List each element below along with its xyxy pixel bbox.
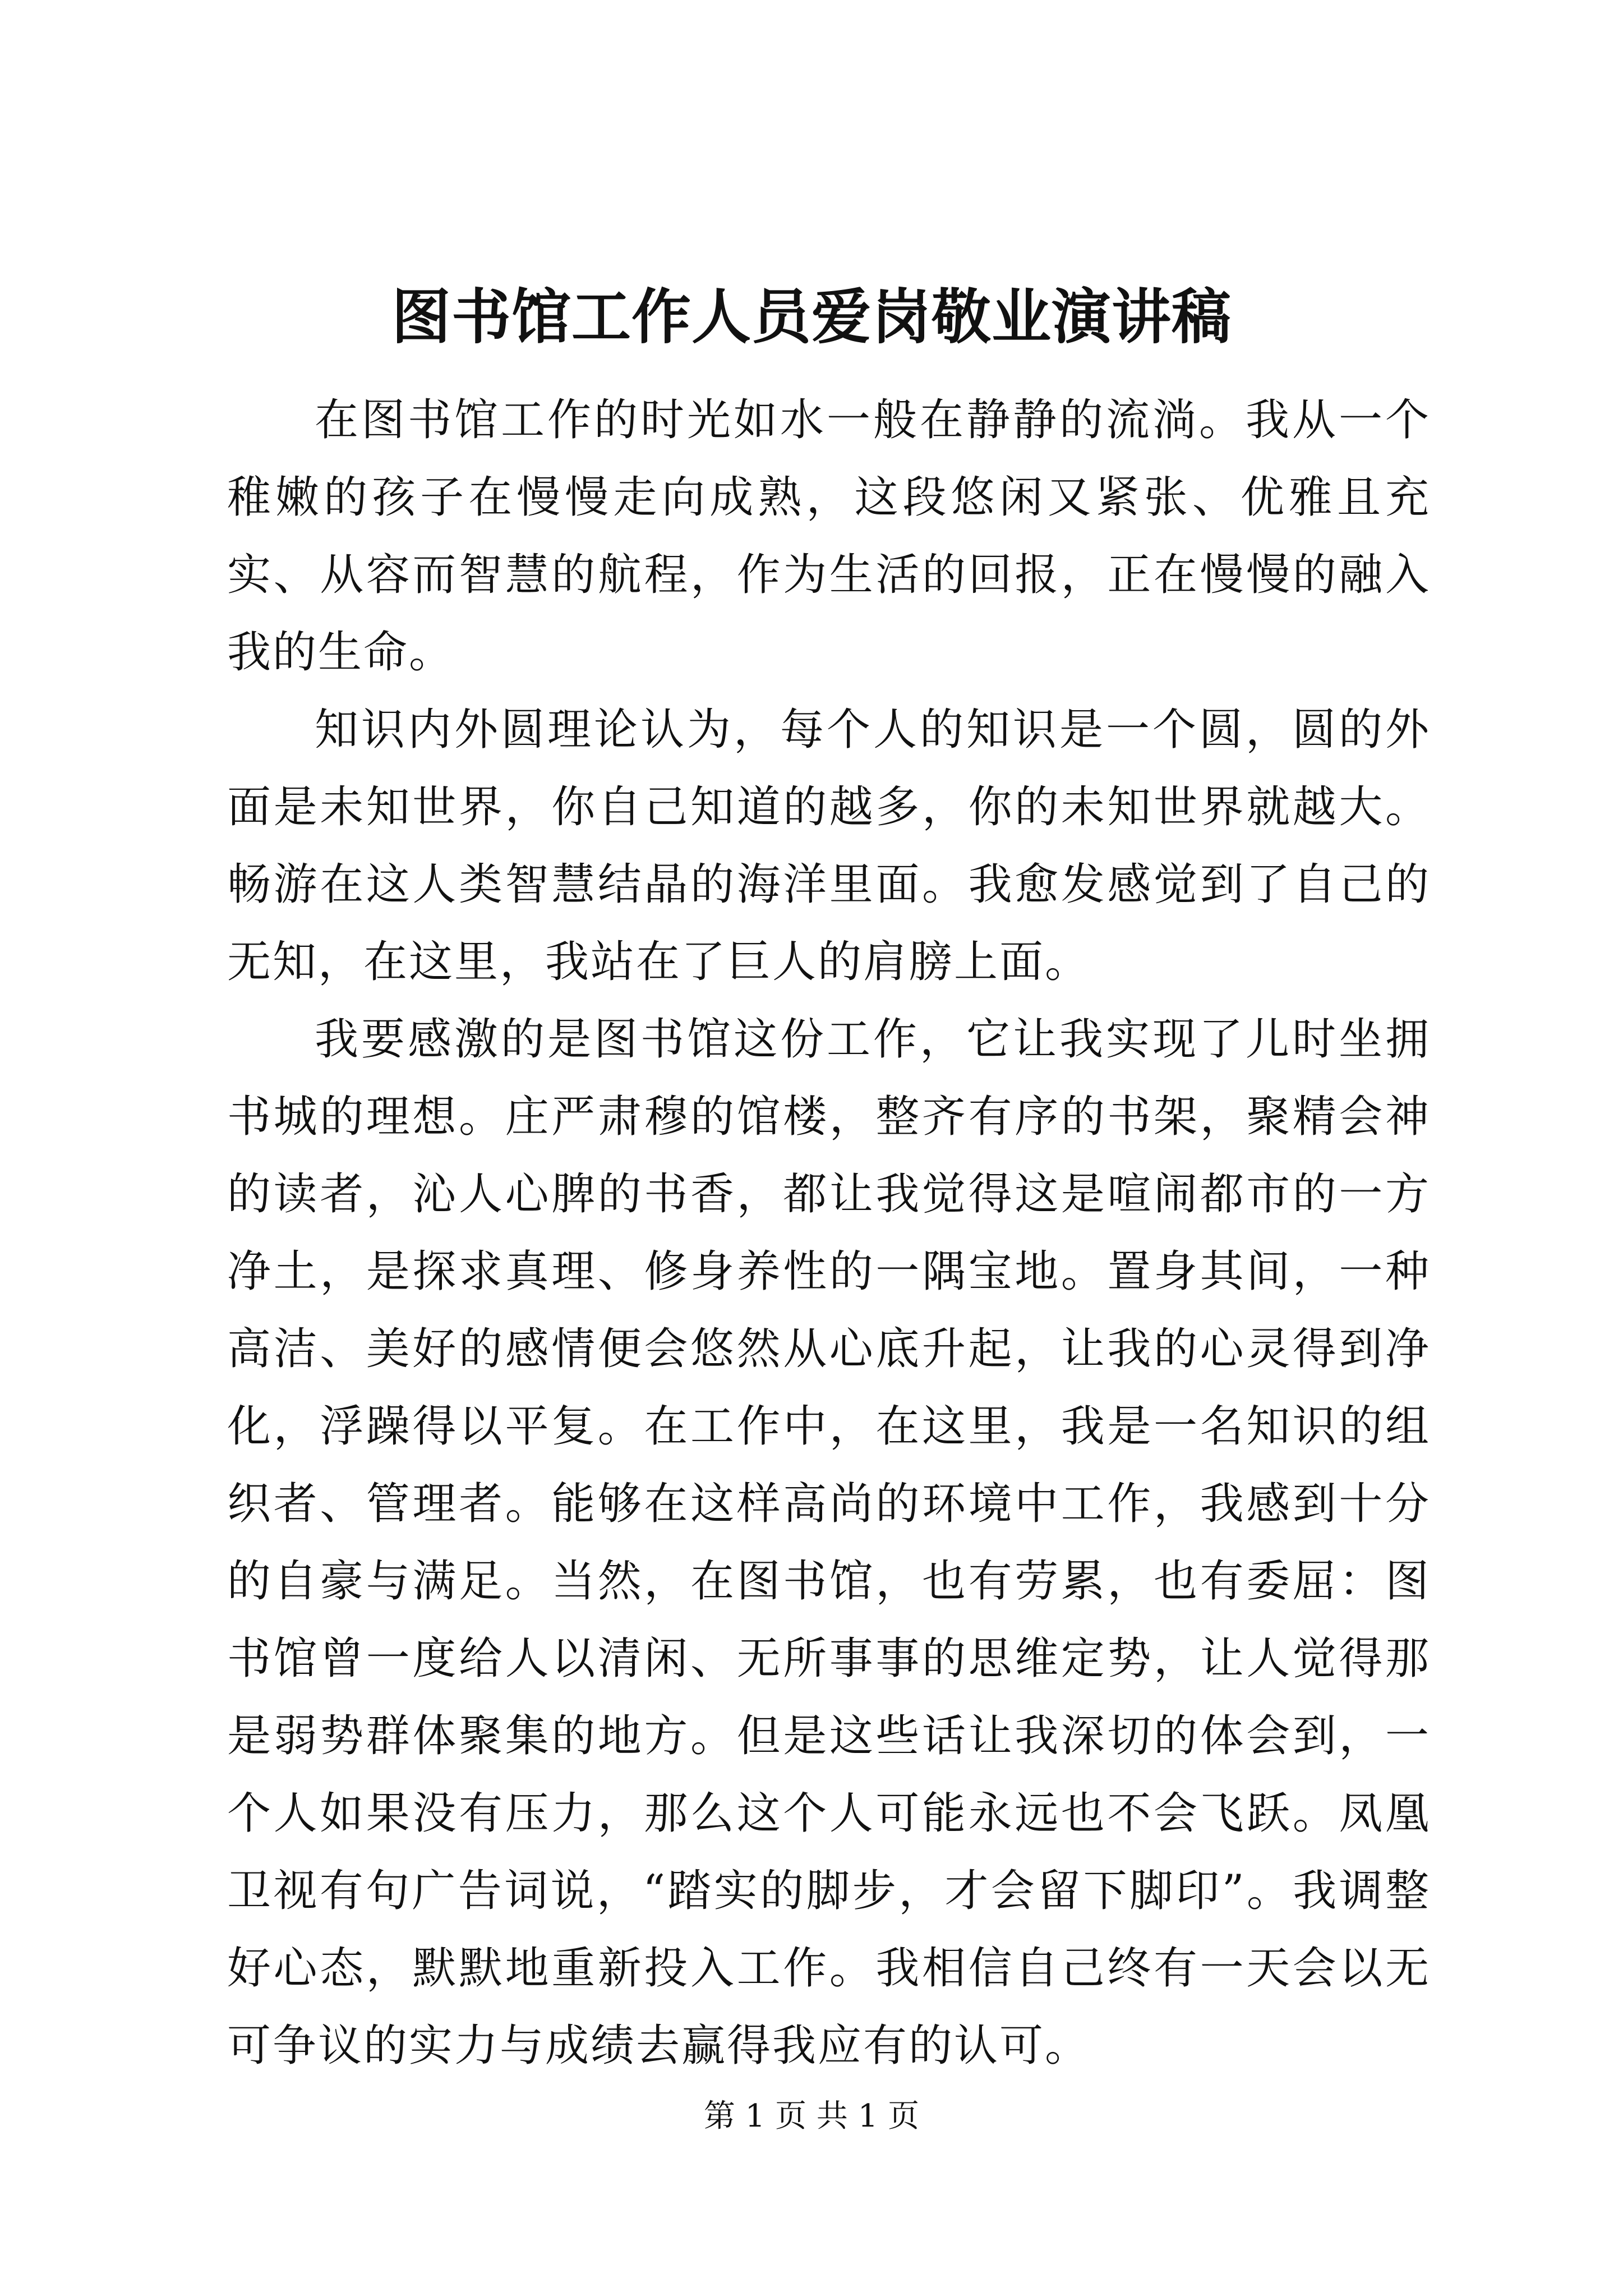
paragraph-1: 在图书馆工作的时光如水一般在静静的流淌。我从一个稚嫩的孩子在慢慢走向成熟，这段悠闲又紧张、优雅且充实、从容而智慧的航程，作为生活的回报，正在慢慢的融入我的生命。 <box>227 395 1431 678</box>
paragraph-3: 我要感激的是图书馆这份工作，它让我实现了儿时坐拥书城的理想。庄严肃穆的馆楼，整齐有序的书架，聚精会神的读者，沁人心脾的书香，都让我觉得这是喧闹都市的一方净土，是探求真理、修身养性的一隅宝地。置身其间，一种高洁、美好的感情便会悠然从心底升起，让我的心灵得到净化，浮躁得以平复。在工作中，在这里，我是一名知识的组织者、管理者。能够在这样高尚的环境中工作，我感到十分的自豪与满足。当然，在图书馆，也有劳累，也有委屈：图书馆曾一度给人以清闲、无所事事的思维定势，让人觉得那是弱势群体聚集的地方。但是这些话让我深切的体会到，一个人如果没有压力，那么这个人可能永远也不会飞跃。凤凰卫视有句广告词说，“踏实的脚步，才会留下脚印”。我调整好心态，默默地重新投入工作。我相信自己终有一天会以无可争议的实力与成绩去赢得我应有的认可。 <box>227 1014 1431 2071</box>
document-title: 图书馆工作人员爱岗敬业演讲稿 <box>391 282 1232 352</box>
document-body <box>227 381 1431 2085</box>
paragraph-2: 知识内外圆理论认为，每个人的知识是一个圆，圆的外面是未知世界，你自己知道的越多，你的未知世界就越大。畅游在这人类智慧结晶的海洋里面。我愈发感觉到了自己的无知，在这里，我站在了巨人的肩膀上面。 <box>227 705 1431 987</box>
page-footer: 第 1 页 共 1 页 <box>703 2098 920 2134</box>
